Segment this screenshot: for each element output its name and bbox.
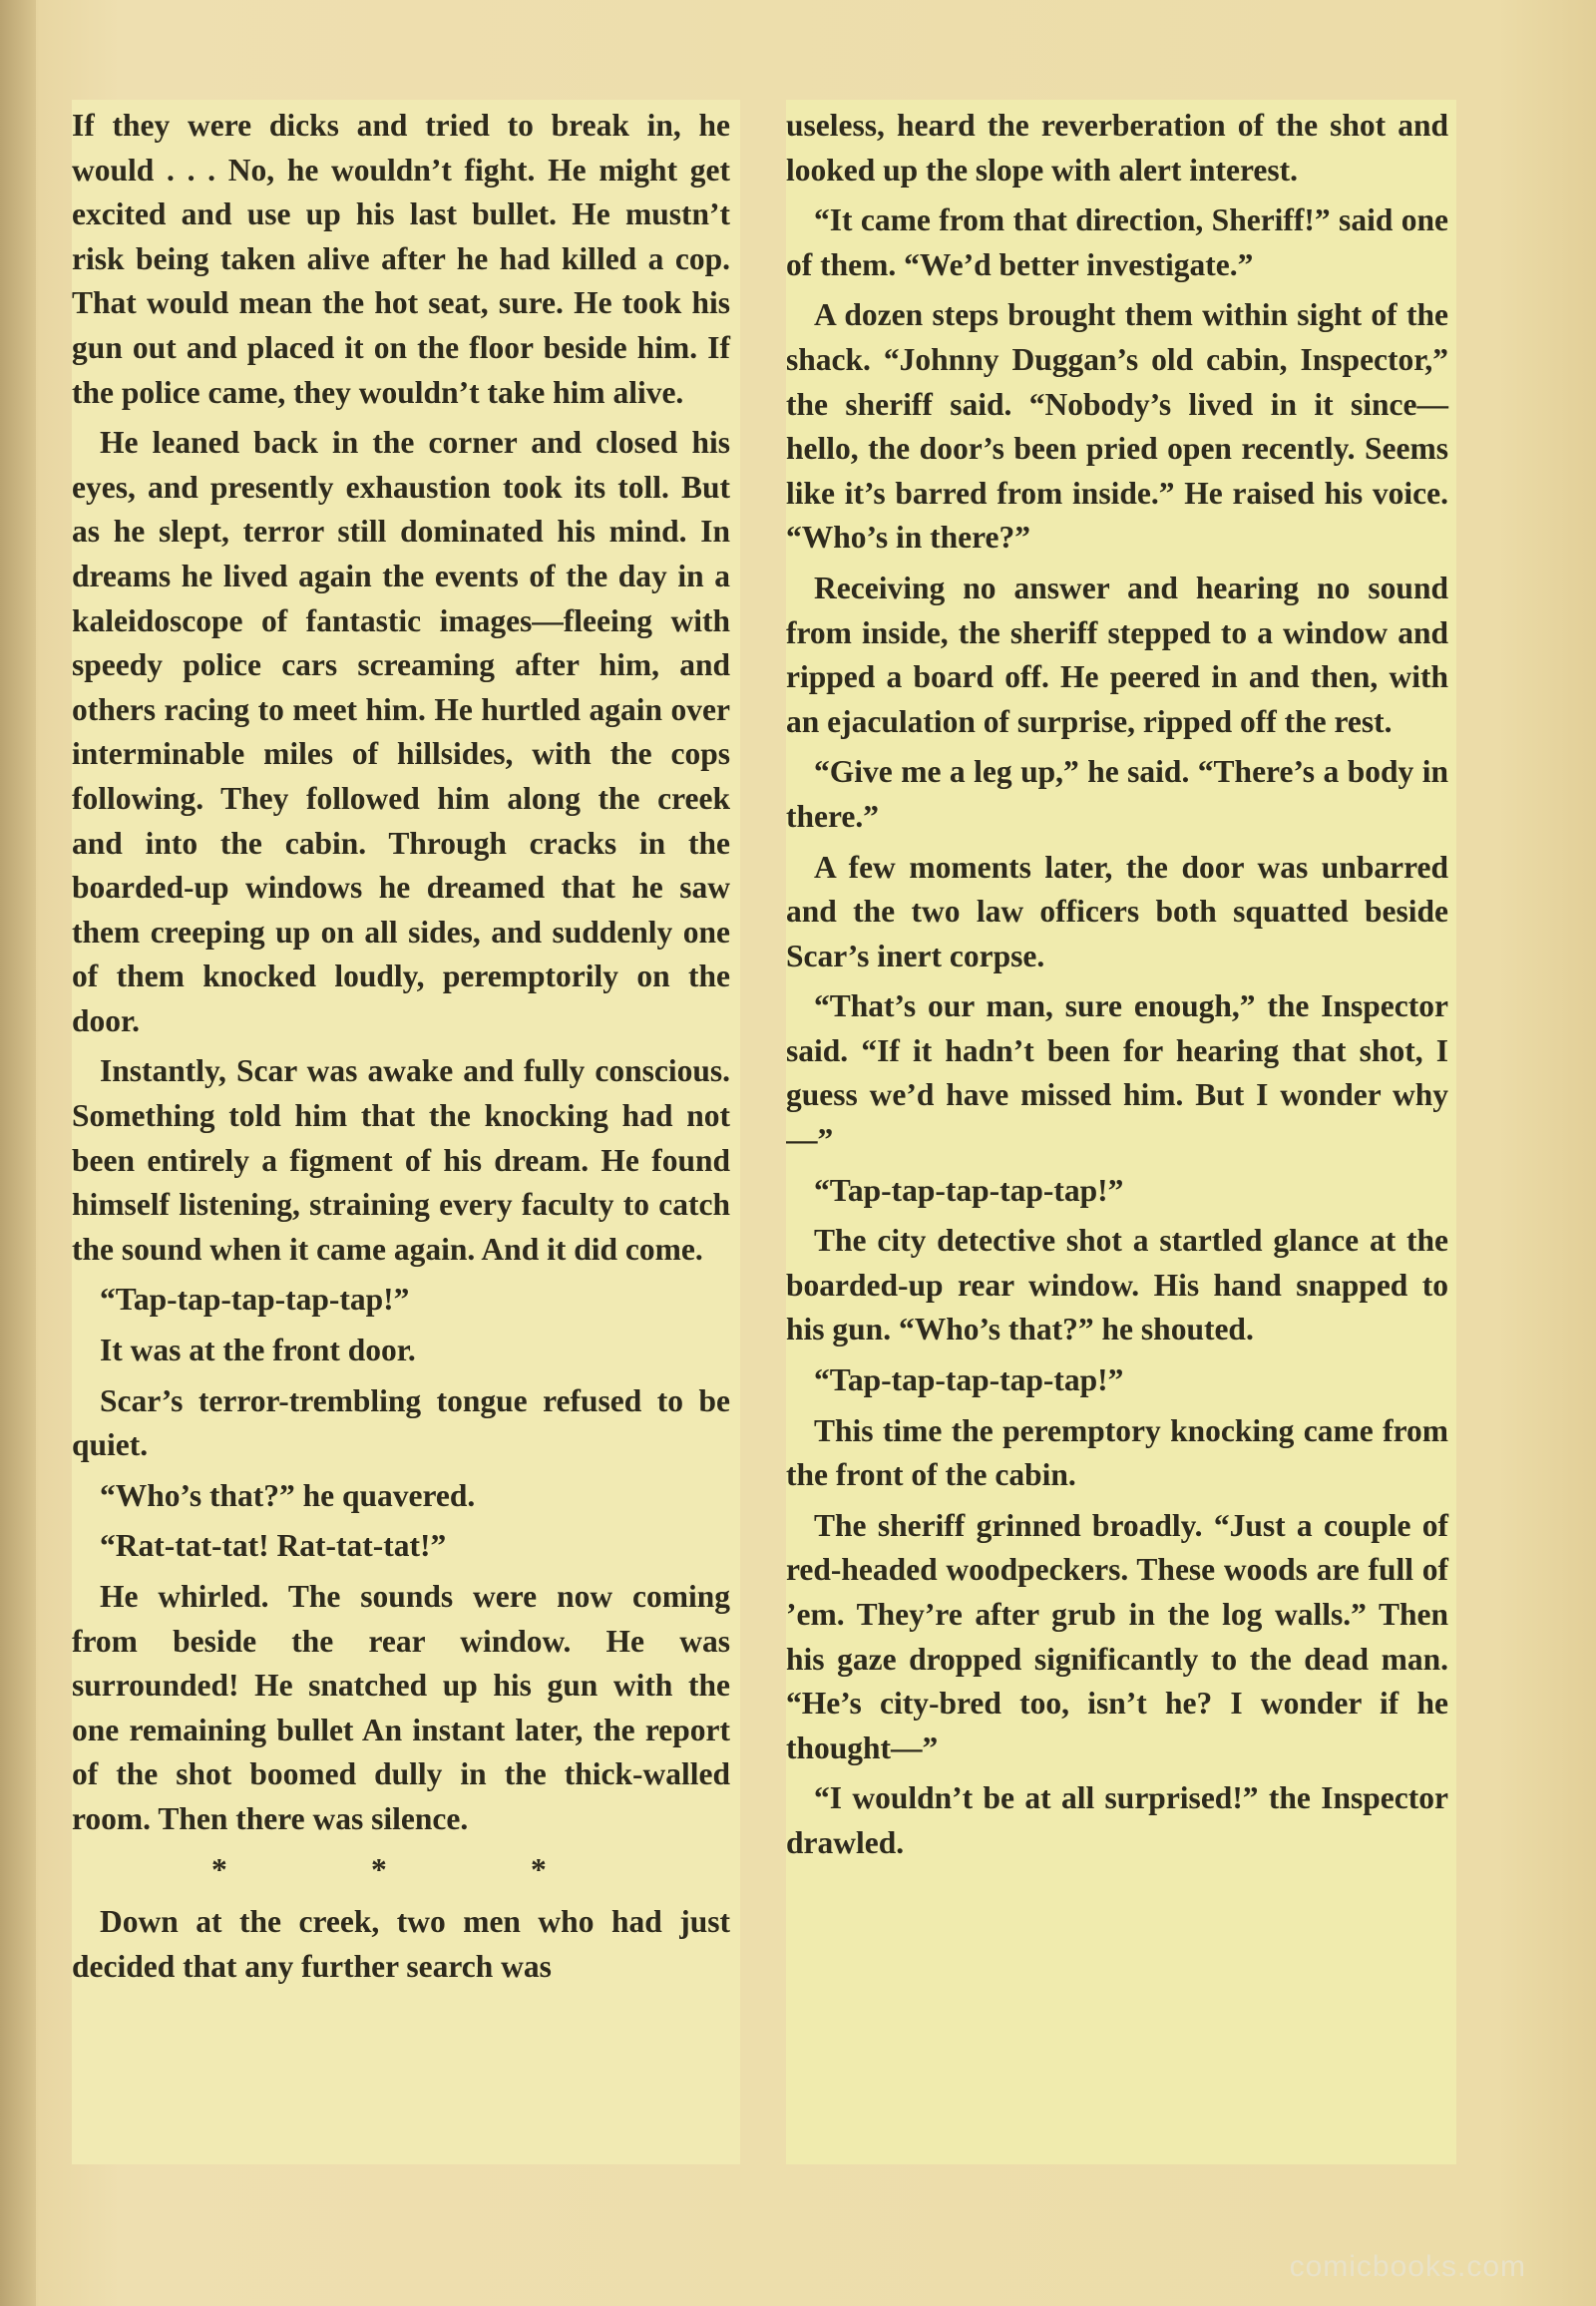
paragraph: Scar’s terror-trembling tongue refused to be quiet.: [72, 1382, 730, 1463]
paragraph: It was at the front door.: [100, 1333, 416, 1368]
paragraph: “I wouldn’t be at all surprised!” the Inspector drawled.: [786, 1780, 1448, 1860]
separator-star: *: [371, 1851, 387, 1887]
section-separator: [72, 1848, 730, 1893]
paragraph: He leaned back in the corner and closed his eyes, and presently exhaustion took its toll. But as he slept, terror still dominated his mind. In dreams he lived again the events of the day in a kaleidoscope of fantastic images—fleeing with speedy police cars screaming after him, and others racing to meet him. He hurtled again over interminable miles of hillsides, with the cops following. They followed him along the creek and into the cabin. Through cracks in the boarded-up windows he dreamed that he saw them creeping up on all sides, and suddenly one of them knocked loudly, peremptorily on the door.: [72, 425, 730, 1038]
paragraph: This time the peremptory knocking came from the front of the cabin.: [786, 1412, 1448, 1493]
paragraph: “It came from that direction, Sheriff!” said one of them. “We’d better investigate.”: [786, 202, 1448, 282]
paragraph: “Who’s that?” he quavered.: [100, 1477, 476, 1513]
paragraph: “Tap-tap-tap-tap-tap!”: [100, 1282, 410, 1318]
paragraph: “Rat-tat-tat! Rat-tat-tat!”: [100, 1528, 447, 1564]
paragraph: He whirled. The sounds were now coming from beside the rear window. He was surrounded! He snatched up his gun with the one remaining bullet An instant later, the report of the shot boomed dully in the thick-walled room. Then there was silence.: [72, 1579, 730, 1836]
paragraph: Down at the creek, two men who had just decided that any further search was: [72, 1904, 730, 1984]
paragraph: Receiving no answer and hearing no sound from inside, the sheriff stepped to a window and ripped a board off. He peered in and then, with an ejaculation of surprise, ripped off the rest.: [786, 570, 1448, 739]
paragraph: A few moments later, the door was unbarred and the two law officers both squatted beside Scar’s inert corpse.: [786, 849, 1448, 973]
separator-star: *: [211, 1851, 227, 1887]
right-text-column: [786, 100, 1456, 2164]
paragraph: The city detective shot a startled glance at the boarded-up rear window. His hand snapped to his gun. “Who’s that?” he shouted.: [786, 1223, 1448, 1347]
paragraph: If they were dicks and tried to break in, he would . . . No, he wouldn’t fight. He might get excited and use up his last bullet. He mustn’t risk being taken alive after he had killed a cop. That would mean the hot seat, sure. He took his gun out and placed it on the floor beside him. If the police came, they wouldn’t take him alive.: [72, 108, 730, 410]
paragraph: “Give me a leg up,” he said. “There’s a body in there.”: [786, 754, 1448, 834]
paragraph: useless, heard the reverberation of the shot and looked up the slope with alert interest.: [786, 108, 1448, 188]
separator-star: *: [531, 1851, 547, 1887]
paragraph: Instantly, Scar was awake and fully conscious. Something told him that the knocking had not been entirely a figment of his dream. He found himself listening, straining every faculty to catch the sound when it came again. And it did come.: [72, 1053, 730, 1267]
paragraph: The sheriff grinned broadly. “Just a couple of red-headed woodpeckers. These woods are full of ’em. They’re after grub in the log walls.” Then his gaze dropped significantly to the dead man. “He’s city-bred too, isn’t he? I wonder if he thought—”: [786, 1507, 1448, 1765]
left-text-column: [72, 100, 740, 2164]
page-spine: [0, 0, 36, 2306]
paragraph: A dozen steps brought them within sight of the shack. “Johnny Duggan’s old cabin, Inspector,” the sheriff said. “Nobody’s lived in it since—hello, the door’s been pried open recently. Seems like it’s barred from inside.” He raised his voice. “Who’s in there?”: [786, 297, 1448, 556]
site-watermark: comicbooks.com: [1289, 2250, 1526, 2283]
paragraph: “Tap-tap-tap-tap-tap!”: [814, 1362, 1124, 1398]
paragraph: “That’s our man, sure enough,” the Inspector said. “If it hadn’t been for hearing that shot, I guess we’d have missed him. But I wonder why—”: [786, 988, 1448, 1158]
paragraph: “Tap-tap-tap-tap-tap!”: [814, 1172, 1124, 1208]
